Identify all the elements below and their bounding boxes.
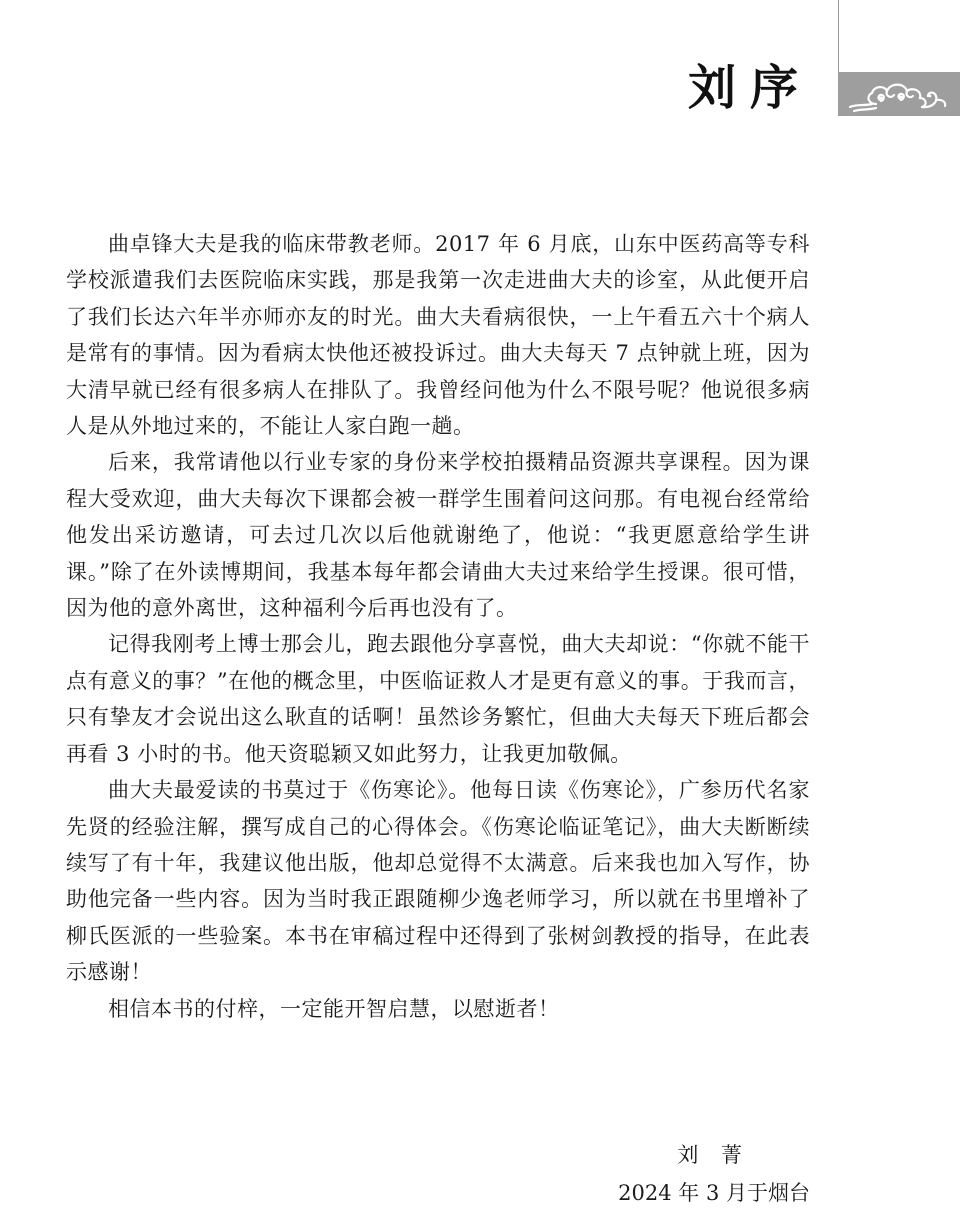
signature-date: 2024 年 3 月于烟台	[618, 1181, 810, 1205]
page-title: 刘序	[688, 60, 813, 116]
paragraph-5: 相信本书的付梓，一定能开智启慧，以慰逝者！	[108, 996, 560, 1021]
paragraph-4: 曲大夫最爱读的书莫过于《伤寒论》。他每日读《伤寒论》，广参历代名家先贤的经验注解，撰写成自己的心得体会。《伤寒论临证笔记》，曲大夫断断续续写了有十年，我建议他出版，他却总觉得不太满意。后来我也加入写作，协助他完备一些内容。因为当时我正跟随柳少逸老师学习，所以就在书里增补了柳氏医派的一些验案。本书在审稿过程中还得到了张树剑教授的指导，在此表示感谢！	[66, 778, 810, 985]
paragraph-1: 曲卓锋大夫是我的临床带教老师。2017 年 6 月底，山东中医药高等专科学校派遣我们去医院临床实践，那是我第一次走进曲大夫的诊室，从此便开启了我们长达六年半亦师亦友的时光。曲大夫看病很快，一上午看五六十个病人是常有的事情。因为看病太快他还被投诉过。曲大夫每天 7 点钟就上班，因为大清早就已经有很多病人在排队了。我曾经问他为什么不限号呢？他说很多病人是从外地过来的，不能让人家白跑一趟。	[66, 232, 810, 439]
signature-name: 刘 菁	[677, 1143, 750, 1167]
header-divider-line	[838, 0, 839, 72]
auspicious-cloud-icon	[846, 74, 952, 114]
preface-body	[66, 226, 810, 1027]
paragraph-3: 记得我刚考上博士那会儿，跑去跟他分享喜悦，曲大夫却说：“你就不能干点有意义的事？”在他的概念里，中医临证救人才是更有意义的事。于我而言，只有挚友才会说出这么耿直的话啊！虽然诊务繁忙，但曲大夫每天下班后都会再看 3 小时的书。他天资聪颖又如此努力，让我更加敬佩。	[66, 632, 810, 766]
paragraph-2: 后来，我常请他以行业专家的身份来学校拍摄精品资源共享课程。因为课程大受欢迎，曲大夫每次下课都会被一群学生围着问这问那。有电视台经常给他发出采访邀请，可去过几次以后他就谢绝了，他说：“我更愿意给学生讲课。”除了在外读博期间，我基本每年都会请曲大夫过来给学生授课。很可惜，因为他的意外离世，这种福利今后再也没有了。	[66, 450, 810, 621]
cloud-ornament-box	[838, 72, 960, 116]
